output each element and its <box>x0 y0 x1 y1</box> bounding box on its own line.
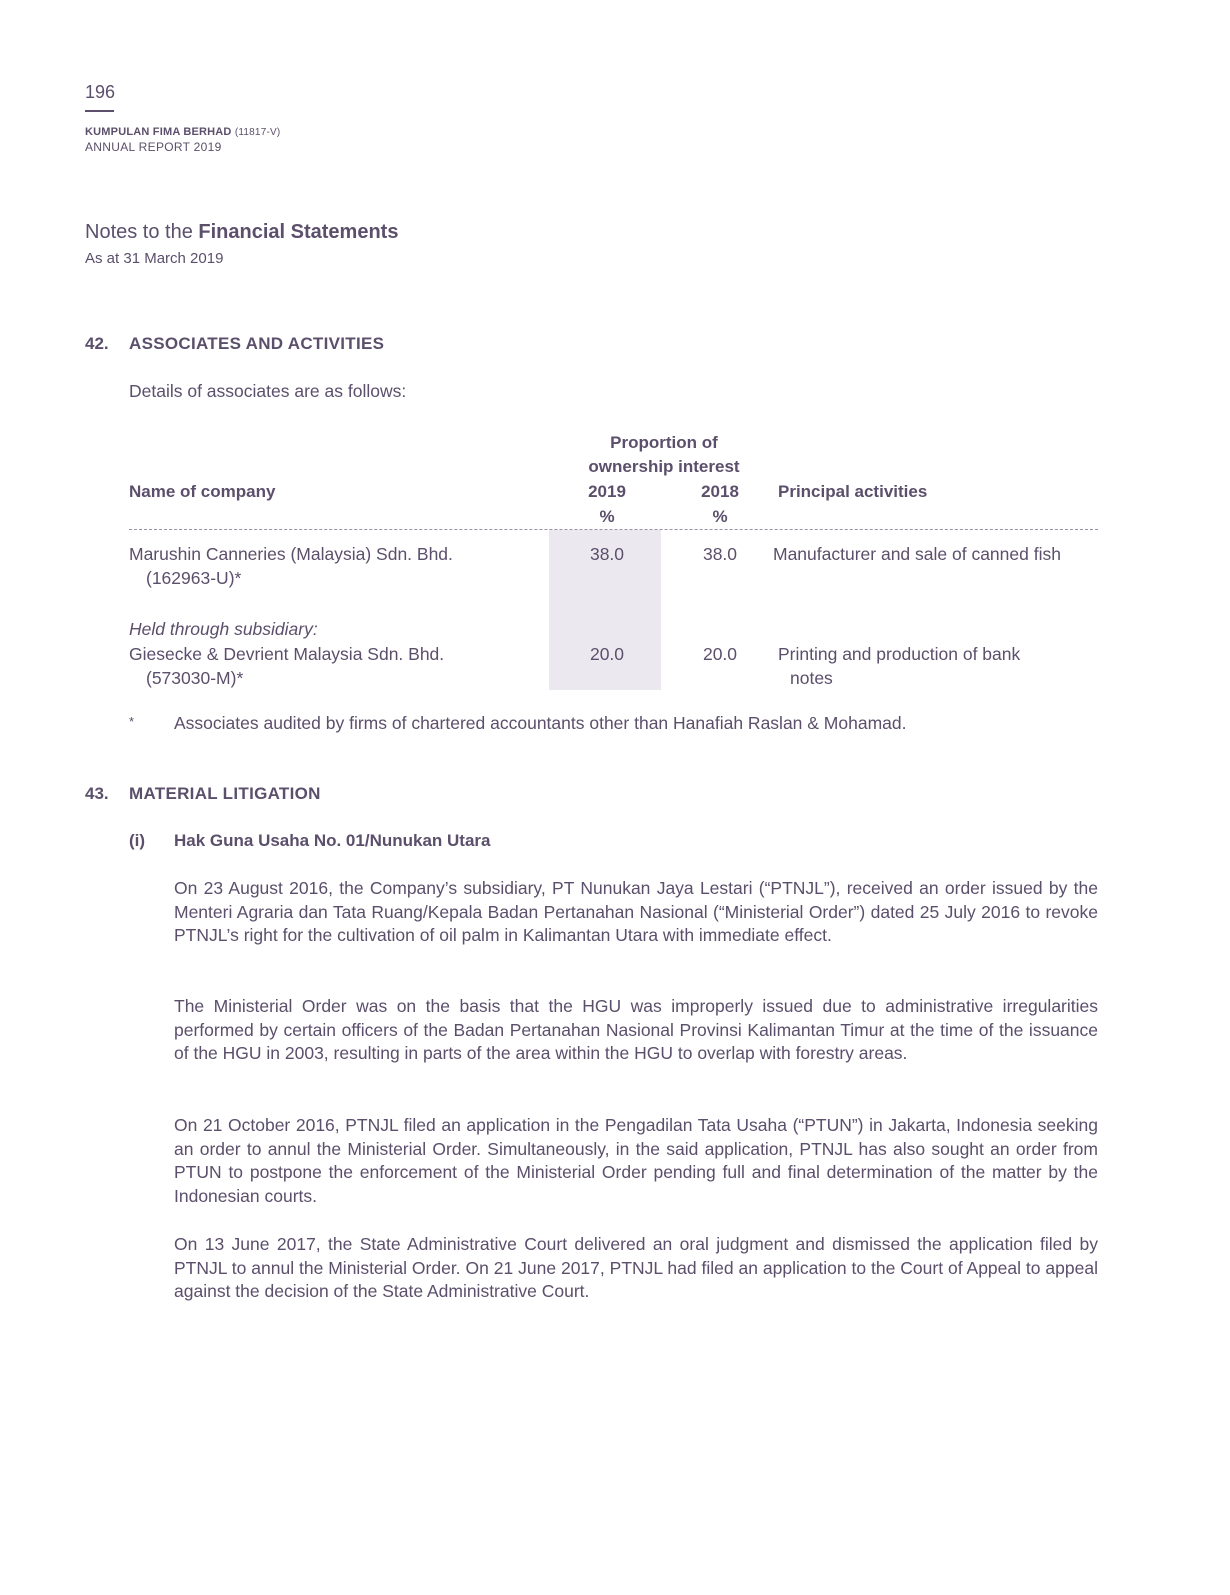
row1-company-name: Marushin Canneries (Malaysia) Sdn. Bhd. <box>129 544 453 564</box>
subsection-number: (i) <box>129 831 146 850</box>
row2-company-name: Giesecke & Devrient Malaysia Sdn. Bhd. <box>129 644 445 664</box>
report-name: ANNUAL REPORT 2019 <box>85 140 222 154</box>
section-43-number: 43. <box>85 784 109 803</box>
row1-company-reg: (162963-U)* <box>146 568 242 588</box>
row2-company-reg: (573030-M)* <box>146 668 244 688</box>
row1-value-2018: 38.0 <box>702 544 738 564</box>
footnote-marker: * <box>129 714 135 729</box>
litigation-paragraph-4: On 13 June 2017, the State Administrative Court delivered an oral judgment and dismissed the application filed by PTNJL to annul the Ministerial Order. On 21 June 2017, PTNJL had filed an application to the Court of Appeal to appeal against the decision of the State Administrative Court. <box>174 1234 1098 1302</box>
section-43-title: MATERIAL LITIGATION <box>129 784 321 803</box>
notes-title-bold: Financial Statements <box>198 221 399 243</box>
notes-title <box>85 221 398 244</box>
litigation-paragraph-2: The Ministerial Order was on the basis that the HGU was improperly issued due to administrative irregularities performed by certain officers of the Badan Pertanahan Nasional Provinsi Kalimantan Timur at the time of the issuance of the HGU in 2003, resulting in parts of the area within the HGU to overlap with forestry areas. <box>174 996 1098 1064</box>
page-number: 196 <box>85 82 116 102</box>
header-principal-activities: Principal activities <box>778 482 928 501</box>
company-reg: (11817-V) <box>234 127 281 138</box>
section-42-intro: Details of associates are as follows: <box>129 381 407 401</box>
litigation-paragraph-1: On 23 August 2016, the Company’s subsidiary, PT Nunukan Jaya Lestari (“PTNJL”), received an order issued by the Menteri Agraria dan Tata Ruang/Kepala Badan Pertanahan Nasional (“Ministerial Order”) dated 25 July 2016 to revoke PTNJL’s right for the cultivation of oil palm in Kalimantan Utara with immediate effect. <box>174 878 1098 946</box>
page-number-rule <box>85 110 114 112</box>
unit-2018: % <box>712 507 728 526</box>
litigation-paragraph-3: On 21 October 2016, PTNJL filed an application in the Pengadilan Tata Usaha (“PTUN”) in Jakarta, Indonesia seeking an order to annul the Ministerial Order. Simultaneously, in the said application, PTNJL has also sought an order from PTUN to postpone the enforcement of the Ministerial Order pending full and final determination of the matter by the Indonesian courts. <box>174 1115 1098 1207</box>
header-group-line2: ownership interest <box>588 457 740 476</box>
header-name-of-company: Name of company <box>129 482 276 501</box>
notes-title-prefix: Notes to the <box>85 221 199 243</box>
header-2019: 2019 <box>588 482 626 501</box>
table-header-divider <box>129 529 1098 530</box>
subsection-title: Hak Guna Usaha No. 01/Nunukan Utara <box>174 831 491 850</box>
unit-2019: % <box>599 507 615 526</box>
row1-value-2019: 38.0 <box>589 544 625 564</box>
company-line <box>85 126 280 138</box>
as-at-date: As at 31 March 2019 <box>85 250 224 267</box>
row2-value-2018: 20.0 <box>702 644 738 664</box>
section-42-number: 42. <box>85 334 109 353</box>
company-name: KUMPULAN FIMA BERHAD <box>85 126 232 138</box>
header-group-line1: Proportion of <box>610 433 718 452</box>
header-2018: 2018 <box>701 482 739 501</box>
row1-activity: Manufacturer and sale of canned fish <box>773 544 1061 564</box>
row2-activity-line2: notes <box>790 668 833 688</box>
row2-group-label: Held through subsidiary: <box>129 619 318 639</box>
footnote-text: Associates audited by firms of chartered accountants other than Hanafiah Raslan & Mohamad. <box>174 713 907 733</box>
row2-value-2019: 20.0 <box>589 644 625 664</box>
section-42-title: ASSOCIATES AND ACTIVITIES <box>129 334 385 353</box>
row2-activity-line1: Printing and production of bank <box>778 644 1021 664</box>
